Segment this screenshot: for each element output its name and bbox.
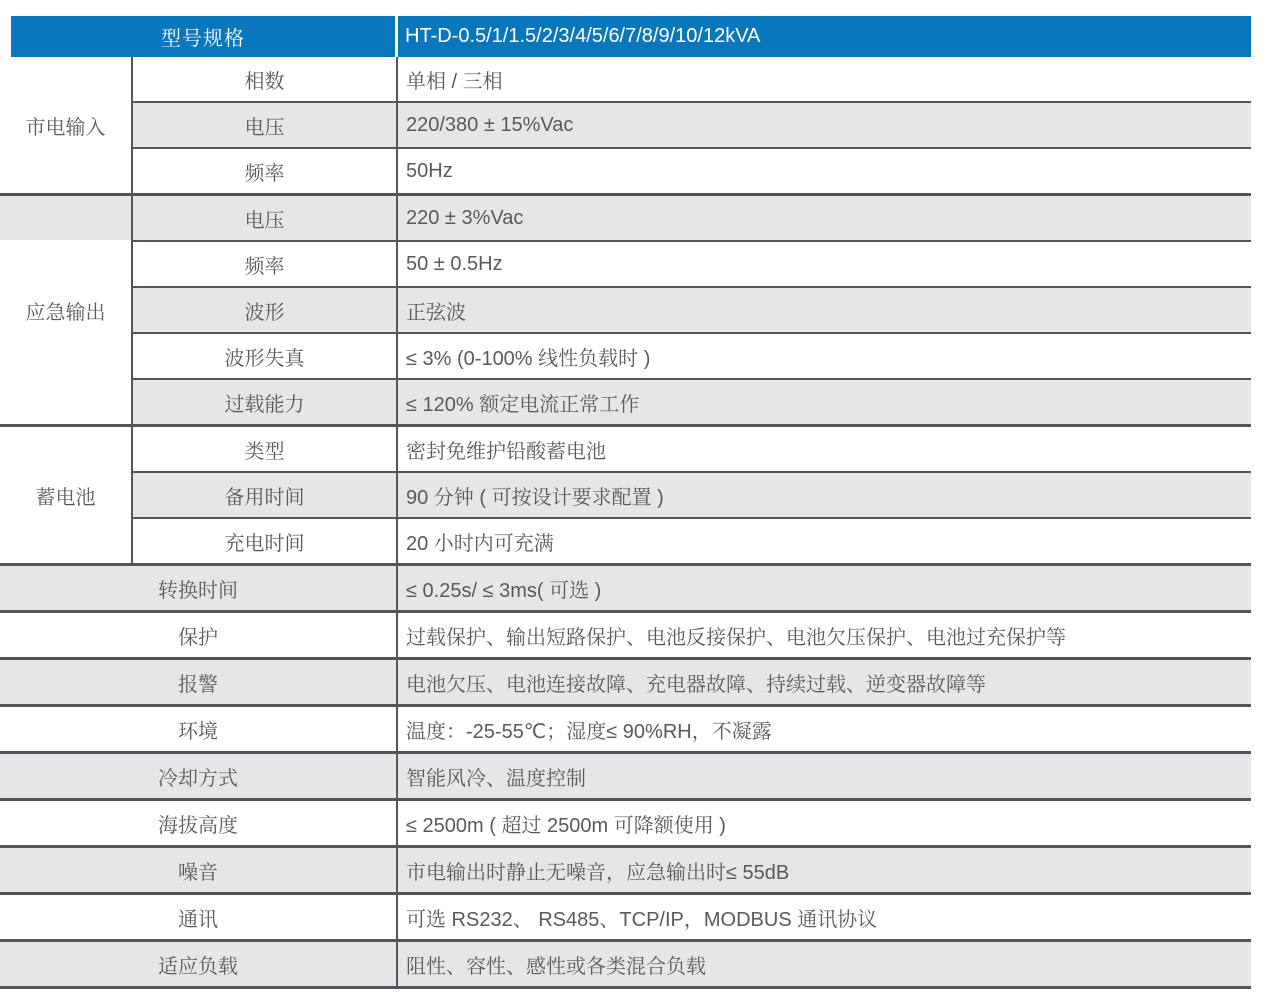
table-row — [133, 240, 1251, 286]
table-row-alarm — [0, 657, 1251, 704]
table-row-noise — [0, 845, 1251, 892]
table-row-environment — [0, 704, 1251, 751]
spec-label-cell: 报警 — [0, 660, 398, 704]
spec-label-cell: 充电时间 — [133, 519, 398, 563]
group-cell-emergency-output — [0, 196, 133, 424]
table-row-protection — [0, 610, 1251, 657]
table-row-altitude — [0, 798, 1251, 845]
spec-label-cell: 转换时间 — [0, 566, 398, 610]
group-cell-battery — [0, 427, 133, 563]
spec-label-cell: 电压 — [133, 103, 398, 147]
table-row-load-type — [0, 939, 1251, 986]
spec-value-cell: 电池欠压、电池连接故障、充电器故障、持续过载、逆变器故障等 — [398, 660, 1251, 704]
spec-label-cell: 通讯 — [0, 895, 398, 939]
section-emergency-output — [0, 193, 1251, 424]
table-row — [133, 147, 1251, 193]
table-row — [133, 196, 1251, 240]
spec-value-cell: 市电输出时静止无噪音，应急输出时≤ 55dB — [398, 848, 1251, 892]
spec-value-cell: 密封免维护铅酸蓄电池 — [406, 440, 606, 463]
section-mains-input — [0, 57, 1251, 193]
spec-label-cell: 保护 — [0, 613, 398, 657]
spec-label-cell: 过载能力 — [133, 380, 398, 424]
spec-value-cell: 220/380 ± 15%Vac — [398, 103, 1251, 147]
spec-label-cell: 冷却方式 — [0, 754, 398, 798]
section-battery — [0, 424, 1251, 563]
spec-value-cell: 90 分钟 ( 可按设计要求配置 ) — [398, 473, 1251, 517]
spec-label-cell: 相数 — [133, 57, 398, 101]
spec-value-cell: ≤ 120% 额定电流正常工作 — [398, 380, 1251, 424]
table-header-row — [11, 16, 1251, 57]
spec-label-cell: 海拔高度 — [0, 801, 398, 845]
group-cell-mains-input — [0, 57, 133, 193]
spec-value-cell: ≤ 0.25s/ ≤ 3ms( 可选 ) — [398, 566, 1251, 610]
spec-label-cell: 环境 — [0, 707, 398, 751]
table-row — [133, 517, 1251, 563]
spec-value-cell: 单相 / 三相 — [406, 70, 503, 93]
spec-label-cell: 类型 — [133, 427, 398, 471]
table-row-transfer-time — [0, 563, 1251, 610]
group-label: 蓄电池 — [35, 486, 96, 509]
table-row — [133, 286, 1251, 332]
group-label: 市电输入 — [25, 116, 106, 139]
spec-label-cell: 电压 — [133, 196, 398, 240]
spec-value-cell: ≤ 2500m ( 超过 2500m 可降额使用 ) — [406, 814, 726, 837]
spec-label-cell: 频率 — [133, 149, 398, 193]
spec-label-cell: 备用时间 — [133, 473, 398, 517]
section-rows — [133, 57, 1251, 193]
section-rows — [133, 196, 1251, 424]
spec-label-cell: 噪音 — [0, 848, 398, 892]
spec-label-cell: 频率 — [133, 242, 398, 286]
spec-value-cell: 过载保护、输出短路保护、电池反接保护、电池欠压保护、电池过充保护等 — [406, 626, 1066, 649]
spec-value-cell: 阻性、容性、感性或各类混合负载 — [398, 942, 1251, 986]
spec-value-cell: 智能风冷、温度控制 — [398, 754, 1251, 798]
spec-label-cell: 适应负载 — [0, 942, 398, 986]
spec-value-cell: 可选 RS232、 RS485、TCP/IP，MODBUS 通讯协议 — [406, 908, 878, 931]
spec-value-cell: ≤ 3% (0-100% 线性负载时 ) — [406, 347, 651, 370]
spec-value-cell: 220 ± 3%Vac — [398, 196, 1251, 240]
table-row-communication — [0, 892, 1251, 939]
model-number-cell: HT-D-0.5/1/1.5/2/3/4/5/6/7/8/9/10/12kVA — [405, 25, 761, 47]
spec-label-cell: 波形 — [133, 288, 398, 332]
spec-value-cell: 50 ± 0.5Hz — [406, 252, 503, 275]
table-row — [133, 57, 1251, 101]
table-row — [133, 332, 1251, 378]
spec-value-cell: 温度：-25-55℃；湿度≤ 90%RH，不凝露 — [406, 720, 772, 743]
group-cell-stripe-patch — [0, 196, 131, 240]
group-label: 应急输出 — [25, 301, 106, 324]
section-rows — [133, 427, 1251, 563]
spec-value-cell: 正弦波 — [398, 288, 1251, 332]
table-row — [133, 378, 1251, 424]
spec-table — [0, 16, 1251, 989]
spec-value-cell: 50Hz — [406, 159, 453, 182]
table-row — [133, 471, 1251, 517]
table-row-cooling — [0, 751, 1251, 798]
model-spec-header-cell: 型号规格 — [161, 28, 245, 50]
table-row — [133, 101, 1251, 147]
spec-label-cell: 波形失真 — [133, 334, 398, 378]
table-row — [133, 427, 1251, 471]
spec-value-cell: 20 小时内可充满 — [406, 532, 554, 555]
